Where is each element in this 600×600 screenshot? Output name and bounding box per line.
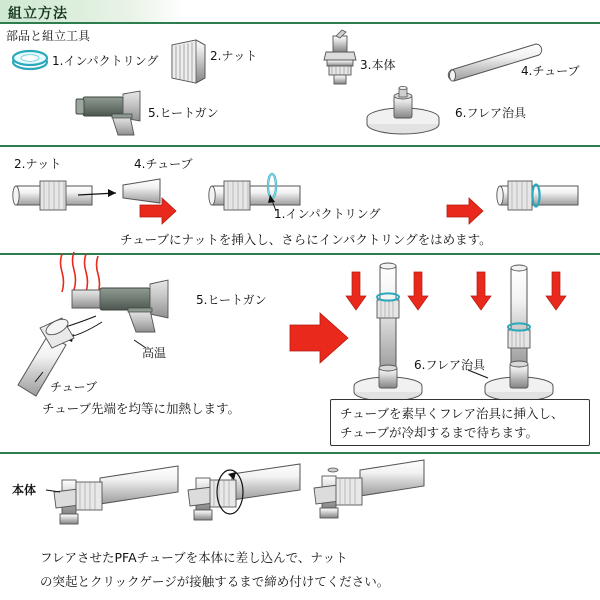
step2-callout-line2: チューブが冷却するまで待ちます。 — [340, 425, 539, 440]
step2-label-hot: 高温 — [142, 346, 167, 360]
part-flare-jig-icon — [367, 86, 439, 134]
step1-caption: チューブにナットを挿入し、さらにインパクトリングをはめます。 — [120, 232, 492, 247]
step2-jig-a — [346, 263, 428, 401]
part-label-tube: 4.チューブ — [521, 64, 580, 78]
arrow-right-icon-3 — [290, 313, 348, 363]
part-body-icon — [324, 30, 356, 84]
arrow-right-icon-2 — [447, 198, 483, 224]
step3-label-body: 本体 — [12, 483, 37, 497]
part-label-body: 3.本体 — [360, 58, 396, 72]
step3-stage-c — [314, 460, 424, 518]
part-impact-ring-icon — [13, 51, 47, 69]
step1-stage-a — [13, 179, 160, 210]
step3-caption-line2: の突起とクリックゲージが接触するまで締め付けてください。 — [40, 574, 390, 589]
step2-callout-line1: チューブを素早くフレア治具に挿入し、 — [340, 406, 564, 421]
step1-stage-c — [497, 181, 578, 210]
step3-caption-line1: フレアさせたPFAチューブを本体に差し込んで、ナット — [40, 550, 348, 565]
step2-jig-b — [468, 265, 566, 401]
part-label-flare-jig: 6.フレア治具 — [455, 106, 526, 120]
step2-heat-gun — [18, 252, 168, 396]
step3-stage-a — [46, 466, 178, 524]
step2-label-heat-gun: 5.ヒートガン — [196, 293, 267, 307]
part-heat-gun-icon — [76, 91, 140, 135]
step3-stage-b — [188, 464, 300, 520]
step1-label-nut: 2.ナット — [14, 157, 62, 171]
step2-label-tube: チューブ — [50, 380, 98, 394]
step1-label-tube: 4.チューブ — [134, 157, 193, 171]
step1-label-impact-ring: 1.インパクトリング — [274, 207, 381, 221]
part-label-impact-ring: 1.インパクトリング — [52, 54, 159, 68]
subtitle-parts-and-tools: 部品と組立工具 — [6, 29, 91, 43]
part-nut-icon — [172, 40, 205, 83]
page-title: 組立方法 — [8, 6, 68, 22]
step2-caption-heat: チューブ先端を均等に加熱します。 — [42, 401, 241, 416]
part-label-nut: 2.ナット — [210, 49, 258, 63]
step2-label-flare-jig: 6.フレア治具 — [414, 358, 485, 372]
part-label-heat-gun: 5.ヒートガン — [148, 106, 219, 120]
